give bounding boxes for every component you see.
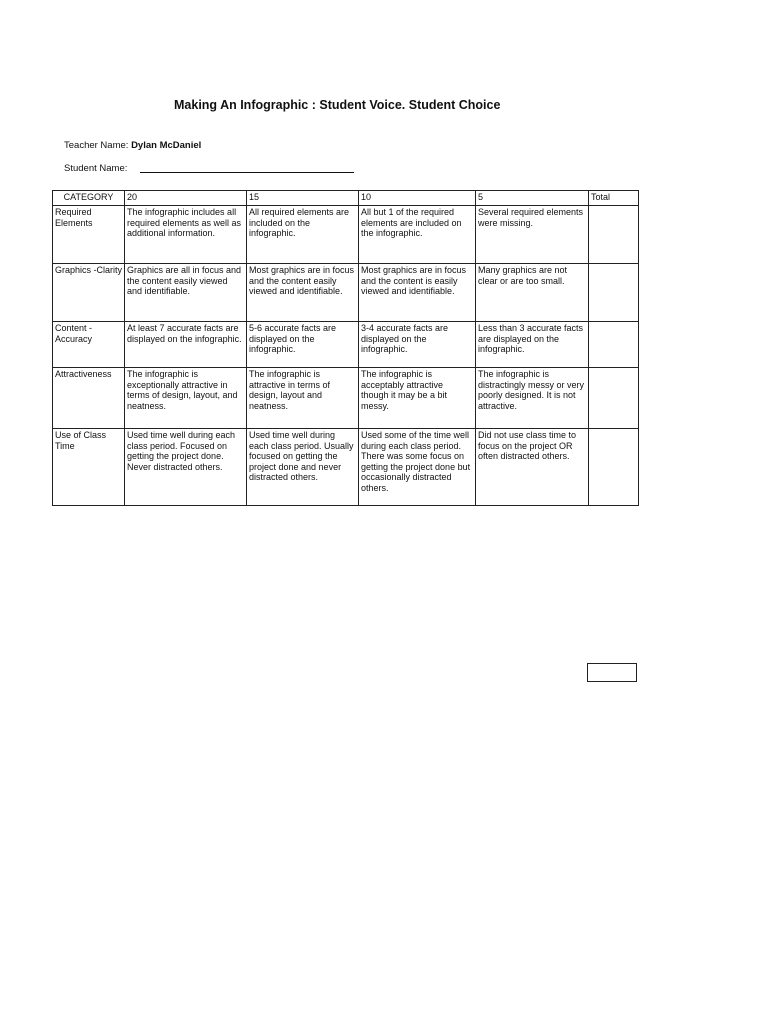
criterion-cell: Most graphics are in focus and the content is easily viewed and identifiable. <box>359 264 476 322</box>
rubric-header-row <box>53 191 639 206</box>
total-cell[interactable] <box>589 206 639 264</box>
criterion-cell: The infographic includes all required elements as well as additional information. <box>125 206 247 264</box>
page-title: Making An Infographic : Student Voice. Student Choice <box>174 98 501 112</box>
header-score-15: 15 <box>247 191 359 206</box>
teacher-name-value: Dylan McDaniel <box>131 140 202 151</box>
rubric-table <box>52 190 639 506</box>
row-category: Content - Accuracy <box>53 322 125 368</box>
rubric-row-content-accuracy <box>53 322 639 368</box>
rubric-row-required-elements <box>53 206 639 264</box>
criterion-cell: Less than 3 accurate facts are displayed on the infographic. <box>476 322 589 368</box>
criterion-cell: Used some of the time well during each class period. There was some focus on getting the project done but occasionally distracted others. <box>359 429 476 506</box>
criterion-cell: The infographic is acceptably attractive though it may be a bit messy. <box>359 368 476 429</box>
header-total: Total <box>589 191 639 206</box>
criterion-cell: Most graphics are in focus and the content easily viewed and identifiable. <box>247 264 359 322</box>
final-score-box[interactable] <box>587 663 637 682</box>
total-cell[interactable] <box>589 429 639 506</box>
criterion-cell: The infographic is attractive in terms of design, layout and neatness. <box>247 368 359 429</box>
header-score-5: 5 <box>476 191 589 206</box>
criterion-cell: All required elements are included on the infographic. <box>247 206 359 264</box>
criterion-cell: Did not use class time to focus on the project OR often distracted others. <box>476 429 589 506</box>
header-score-20: 20 <box>125 191 247 206</box>
rubric-row-attractiveness <box>53 368 639 429</box>
criterion-cell: All but 1 of the required elements are included on the infographic. <box>359 206 476 264</box>
criterion-cell: Used time well during each class period. Usually focused on getting the project done and never distracted others. <box>247 429 359 506</box>
criterion-cell: 3-4 accurate facts are displayed on the infographic. <box>359 322 476 368</box>
row-category: Attractiveness <box>53 368 125 429</box>
criterion-cell: Several required elements were missing. <box>476 206 589 264</box>
teacher-name-line <box>64 140 201 151</box>
total-cell[interactable] <box>589 264 639 322</box>
row-category: Graphics -Clarity <box>53 264 125 322</box>
criterion-cell: Many graphics are not clear or are too small. <box>476 264 589 322</box>
header-score-10: 10 <box>359 191 476 206</box>
header-category: CATEGORY <box>53 191 125 206</box>
criterion-cell: The infographic is exceptionally attractive in terms of design, layout, and neatness. <box>125 368 247 429</box>
total-cell[interactable] <box>589 322 639 368</box>
criterion-cell: Used time well during each class period. Focused on getting the project done. Never distracted others. <box>125 429 247 506</box>
criterion-cell: At least 7 accurate facts are displayed on the infographic. <box>125 322 247 368</box>
row-category: Required Elements <box>53 206 125 264</box>
student-name-label: Student Name: <box>64 163 128 174</box>
criterion-cell: Graphics are all in focus and the content easily viewed and identifiable. <box>125 264 247 322</box>
student-name-field[interactable] <box>140 172 354 173</box>
rubric-row-graphics-clarity <box>53 264 639 322</box>
total-cell[interactable] <box>589 368 639 429</box>
criterion-cell: 5-6 accurate facts are displayed on the infographic. <box>247 322 359 368</box>
criterion-cell: The infographic is distractingly messy or very poorly designed. It is not attractive. <box>476 368 589 429</box>
row-category: Use of Class Time <box>53 429 125 506</box>
teacher-name-label: Teacher Name: <box>64 140 129 151</box>
rubric-row-use-of-class-time <box>53 429 639 506</box>
